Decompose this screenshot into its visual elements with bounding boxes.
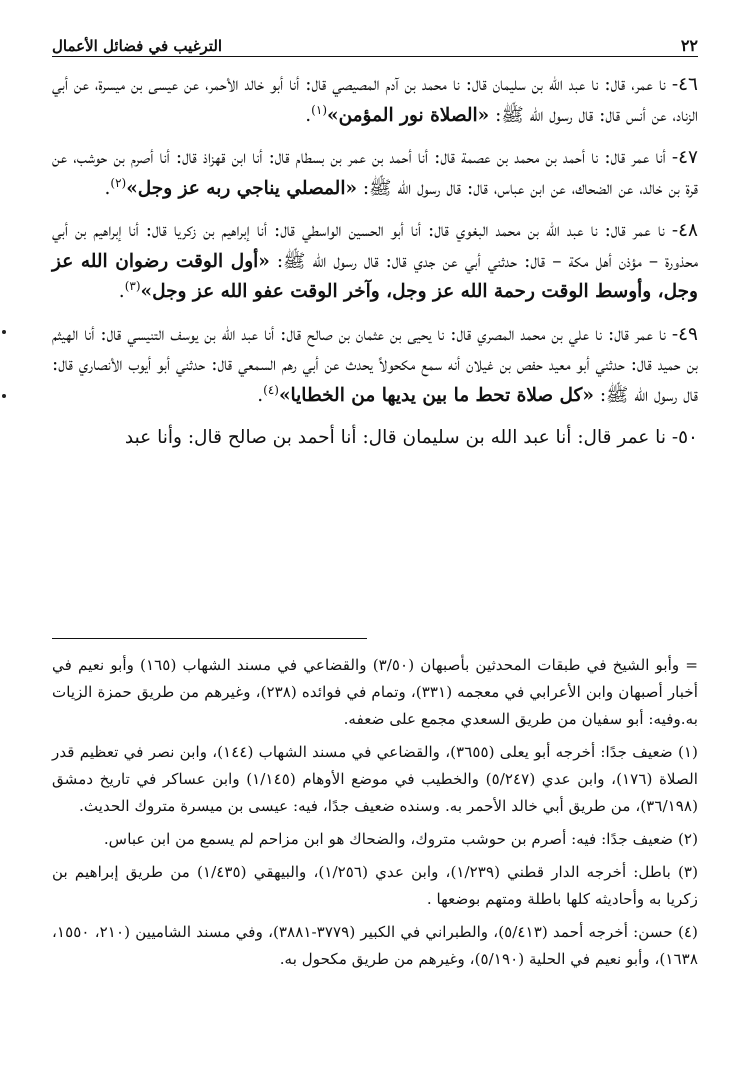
hadith-text: «المصلي يناجي ربه عز وجل» <box>126 177 358 199</box>
footnote-3: (٣) باطل: أخرجه الدار قطني (١/٢٣٩)، وابن عدي (١/٢٥٦)، والبيهقي (١/٤٣٥) من طريق إبراهيم بن زكريا به وأحاديثه كلها باطلة ومتهم بوضعها . <box>52 863 698 908</box>
margin-dot <box>2 394 6 398</box>
hadith-chain: نا عمر قال: نا عبد الله بن محمد البغوي قال: أنا أبو الحسين الواسطي قال: أنا إبراهيم بن زكريا قال: أنا إبراهيم بن أبي محذورة – مؤذن أهل مكة – قال: حدثني أبي عن جدي قال: قال رسول الله ﷺ: <box>52 220 698 272</box>
hadith-text: «أول الوقت رضوان الله عز وجل، وأوسط الوقت رحمة الله عز وجل، وآخر الوقت عفو الله عز وجل» <box>52 250 698 302</box>
footnote-divider <box>52 638 367 639</box>
hadith-number: ٤٦- <box>671 74 698 95</box>
hadith-chain: نا عمر، قال: نا عبد الله بن سليمان قال: نا محمد بن آدم المصيصي قال: أنا أبو خالد الأحمر، عن عيسى بن ميسرة، عن أبي الزناد، عن أنس قال: قال رسول الله ﷺ: <box>52 74 698 126</box>
footnote-ref: (١) <box>311 102 327 117</box>
hadith-chain: نا عمر قال: نا علي بن محمد المصري قال: نا يحيى بن عثمان بن صالح قال: أنا عبد الله بن يوسف التنيسي قال: أنا الهيثم بن حميد قال: حدثني أبو معيد حفص بن غيلان أنه سمع مكحولاً يحدث عن أبي رهم السمعي قال: حدثني أبو أيوب الأنصاري قال: قال رسول الله ﷺ: <box>52 323 698 406</box>
hadith-50 <box>52 423 698 454</box>
page-header <box>52 34 698 57</box>
hadith-number: ٥٠- <box>671 427 698 448</box>
hadith-46 <box>52 70 698 131</box>
footnote-2: (٢) ضعيف جدًا: فيه: أصرم بن حوشب متروك، والضحاك هو ابن مزاحم لم يسمع من ابن عباس. <box>103 830 698 848</box>
hadith-47 <box>52 143 698 204</box>
running-title: الترغيب في فضائل الأعمال <box>52 37 223 55</box>
main-text <box>52 70 698 466</box>
hadith-number: ٤٩- <box>671 323 698 345</box>
hadith-text: «كل صلاة تحط ما بين يديها من الخطايا» <box>278 384 594 406</box>
footnote-ref: (٣) <box>124 278 141 293</box>
hadith-chain: أنا عمر قال: نا أحمد بن محمد بن عصمة قال: أنا أحمد بن عمر بن بسطام قال: أنا ابن قهزاذ قال: أنا أصرم بن حوشب، عن قرة بن خالد، عن الضحاك، عن ابن عباس، قال: قال رسول الله ﷺ: <box>52 147 698 199</box>
footnote-ref: (٤) <box>263 382 279 397</box>
hadith-tail: . <box>305 104 312 126</box>
page-number: ٢٢ <box>680 36 698 55</box>
margin-dot <box>2 330 6 334</box>
hadith-number: ٤٧- <box>671 147 698 168</box>
footnote-ref: (٢) <box>110 175 127 190</box>
hadith-49 <box>52 320 698 412</box>
footnote-4: (٤) حسن: أخرجه أحمد (٥/٤١٣)، والطبراني في الكبير (٣٧٧٩-٣٨٨١)، وفي مسند الشاميين (٢١٠، ١٥٥٠، ١٦٣٨)، وأبو نعيم في الحلية (٥/١٩٠)، وغيرهم من طريق مكحول به. <box>52 923 698 968</box>
hadith-48 <box>52 216 698 308</box>
hadith-text: «الصلاة نور المؤمن» <box>327 104 490 126</box>
hadith-tail: . <box>118 281 125 302</box>
hadith-number: ٤٨- <box>671 220 698 241</box>
hadith-chain: نا عمر قال: أنا عبد الله بن سليمان قال: أنا أحمد بن صالح قال: وأنا عبد <box>124 427 666 448</box>
footnotes <box>52 652 698 979</box>
scan-margin-marks <box>2 330 6 458</box>
footnote-continued: = وأبو الشيخ في طبقات المحدثين بأصبهان (٣/٥٠) والقضاعي في مسند الشهاب (١٦٥) وأبو نعيم في أخبار أصبهان وابن الأعرابي في معجمه (٣٣١)، وتمام في فوائده (٢٣٨)، وغيرهم من طريق حمزة الزيات به.وفيه: أبو سفيان من طريق السعدي مجمع على ضعفه. <box>52 656 698 728</box>
footnote-1: (١) ضعيف جدًا: أخرجه أبو يعلى (٣٦٥٥)، والقضاعي في مسند الشهاب (١٤٤)، وابن نصر في تعظيم قدر الصلاة (١٧٦)، وابن عدي (٥/٢٤٧) والخطيب في موضع الأوهام (١/١٤٥) وابن عساكر في تاريخ دمشق (٣٦/١٩٨)، من طريق أبي خالد الأحمر به. وسنده ضعيف جدًا، فيه: عيسى بن ميسرة متروك الحديث. <box>52 743 698 815</box>
hadith-tail: . <box>104 177 111 199</box>
hadith-tail: . <box>257 384 264 406</box>
